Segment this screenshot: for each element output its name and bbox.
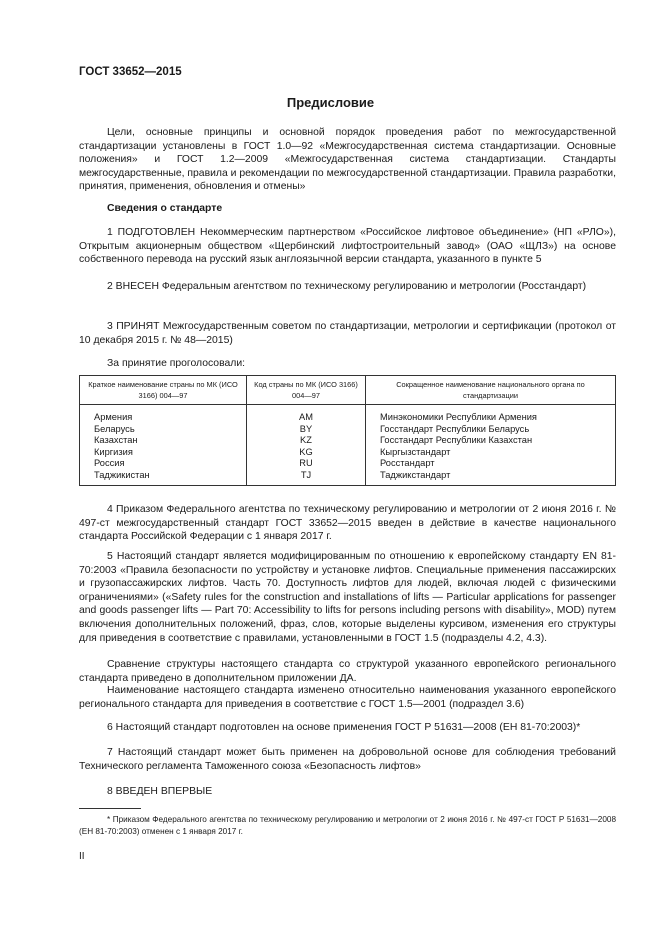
table-cell-country: Россия [80,458,247,470]
table-cell-code: BY [247,424,366,436]
item-6-paragraph: 6 Настоящий стандарт подготовлен на основе применения ГОСТ Р 51631—2008 (ЕН 81-70:2003)* [107,722,581,733]
item-5-comparison-paragraph: Сравнение структуры настоящего стандарта со структурой указанного европейского регионального стандарта приведено в дополнительном приложении ДА. [79,659,616,684]
table-cell-body: Минэкономики Республики Армения [366,405,616,424]
table-header-body: Сокращенное наименование национального органа по стандартизации [366,376,616,405]
document-code: ГОСТ 33652—2015 [79,66,182,78]
item-7-paragraph: 7 Настоящий стандарт может быть применен на добровольной основе для соблюдения требований Технического регламента Таможенного союза «Безопасность лифтов» [79,747,616,772]
table-cell-code: KG [247,447,366,459]
table-cell-body: Кыргызстандарт [366,447,616,459]
table-row [80,447,616,459]
table-cell-body: Госстандарт Республики Казахстан [366,435,616,447]
item-2-paragraph: 2 ВНЕСЕН Федеральным агентством по техническому регулированию и метрологии (Росстандарт) [107,281,587,292]
vote-label: За принятие проголосовали: [107,358,246,369]
table-row [80,458,616,470]
table-cell-country: Армения [80,405,247,424]
section-heading: Сведения о стандарте [107,203,223,214]
item-5-naming-paragraph: Наименование настоящего стандарта изменено относительно наименования указанного европейского регионального стандарта для приведения в соответствие с ГОСТ 1.5—2001 (подраздел 3.6) [79,685,616,710]
table-cell-country: Таджикистан [80,470,247,485]
table-cell-code: KZ [247,435,366,447]
table-header-country: Краткое наименование страны по МК (ИСО 3166) 004—97 [80,376,247,405]
table-cell-country: Казахстан [80,435,247,447]
table-row [80,470,616,485]
item-4-paragraph: 4 Приказом Федерального агентства по техническому регулированию и метрологии от 2 июня 2016 г. № 497-ст межгосударственный стандарт ГОСТ 33652—2015 введен в действие в качестве национального стандарта Российской Федерации с 1 января 2017 г. [79,504,616,543]
table-row [80,435,616,447]
table-header-code: Код страны по МК (ИСО 3166) 004—97 [247,376,366,405]
table-header-row [80,376,616,405]
table-cell-code: TJ [247,470,366,485]
table-row [80,424,616,436]
table-cell-body: Росстандарт [366,458,616,470]
footnote-divider [79,808,141,809]
item-1-paragraph: 1 ПОДГОТОВЛЕН Некоммерческим партнерством «Российское лифтовое объединение» (НП «РЛО»), Открытым акционерным обществом «Щербинский лифтостроительный завод» (ОАО «ЩЛЗ») на основе собственного перевода на русский язык англоязычной версии стандарта, указанного в пункте 5 [79,227,616,266]
item-5-paragraph: 5 Настоящий стандарт является модифицированным по отношению к европейскому стандарту EN 81-70:2003 «Правила безопасности по устройству и установке лифтов. Специальные применения пассажирских и грузопассажирских лифтов. Часть 70. Доступность лифтов для людей, включая людей с физическими ограничениями» («Safety rules for the construction and installations of lifts — Particular applications for passenger and goods passenger lifts — Part 70: Accessibility to lifts for persons including persons with disability», MOD) путем включения дополнительных положений, фраз, слов, которые выделены курсивом, изменения его структуры для приведения в соответствие с правилами, установленными в ГОСТ 1.5 (подразделы 4.2, 4.3). [79,551,616,644]
page-number: II [79,851,85,862]
table-cell-country: Беларусь [80,424,247,436]
intro-paragraph: Цели, основные принципы и основной порядок проведения работ по межгосударственной стандартизации установлены в ГОСТ 1.0—92 «Межгосударственная система стандартизации. Основные положения» и ГОСТ 1.2—2009 «Межгосударственная система стандартизации. Стандарты межгосударственные, правила и рекомендации по межгосударственной стандартизации. Правила разработки, принятия, применения, обновления и отмены» [79,127,616,193]
member-states-table [79,375,616,486]
table-cell-body: Таджикстандарт [366,470,616,485]
item-3-paragraph: 3 ПРИНЯТ Межгосударственным советом по стандартизации, метрологии и сертификации (протокол от 10 декабря 2015 г. № 48—2015) [79,321,616,346]
table-row [80,405,616,424]
item-8-paragraph: 8 ВВЕДЕН ВПЕРВЫЕ [107,786,213,797]
page-title: Предисловие [286,95,375,110]
table-cell-country: Киргизия [80,447,247,459]
table-cell-body: Госстандарт Республики Беларусь [366,424,616,436]
table-cell-code: RU [247,458,366,470]
footnote: * Приказом Федерального агентства по техническому регулированию и метрологии от 2 июня 2016 г. № 497-ст ГОСТ Р 51631—2008 (ЕН 81-70:2003) отменен с 1 января 2017 г. [79,815,616,836]
table-cell-code: AM [247,405,366,424]
